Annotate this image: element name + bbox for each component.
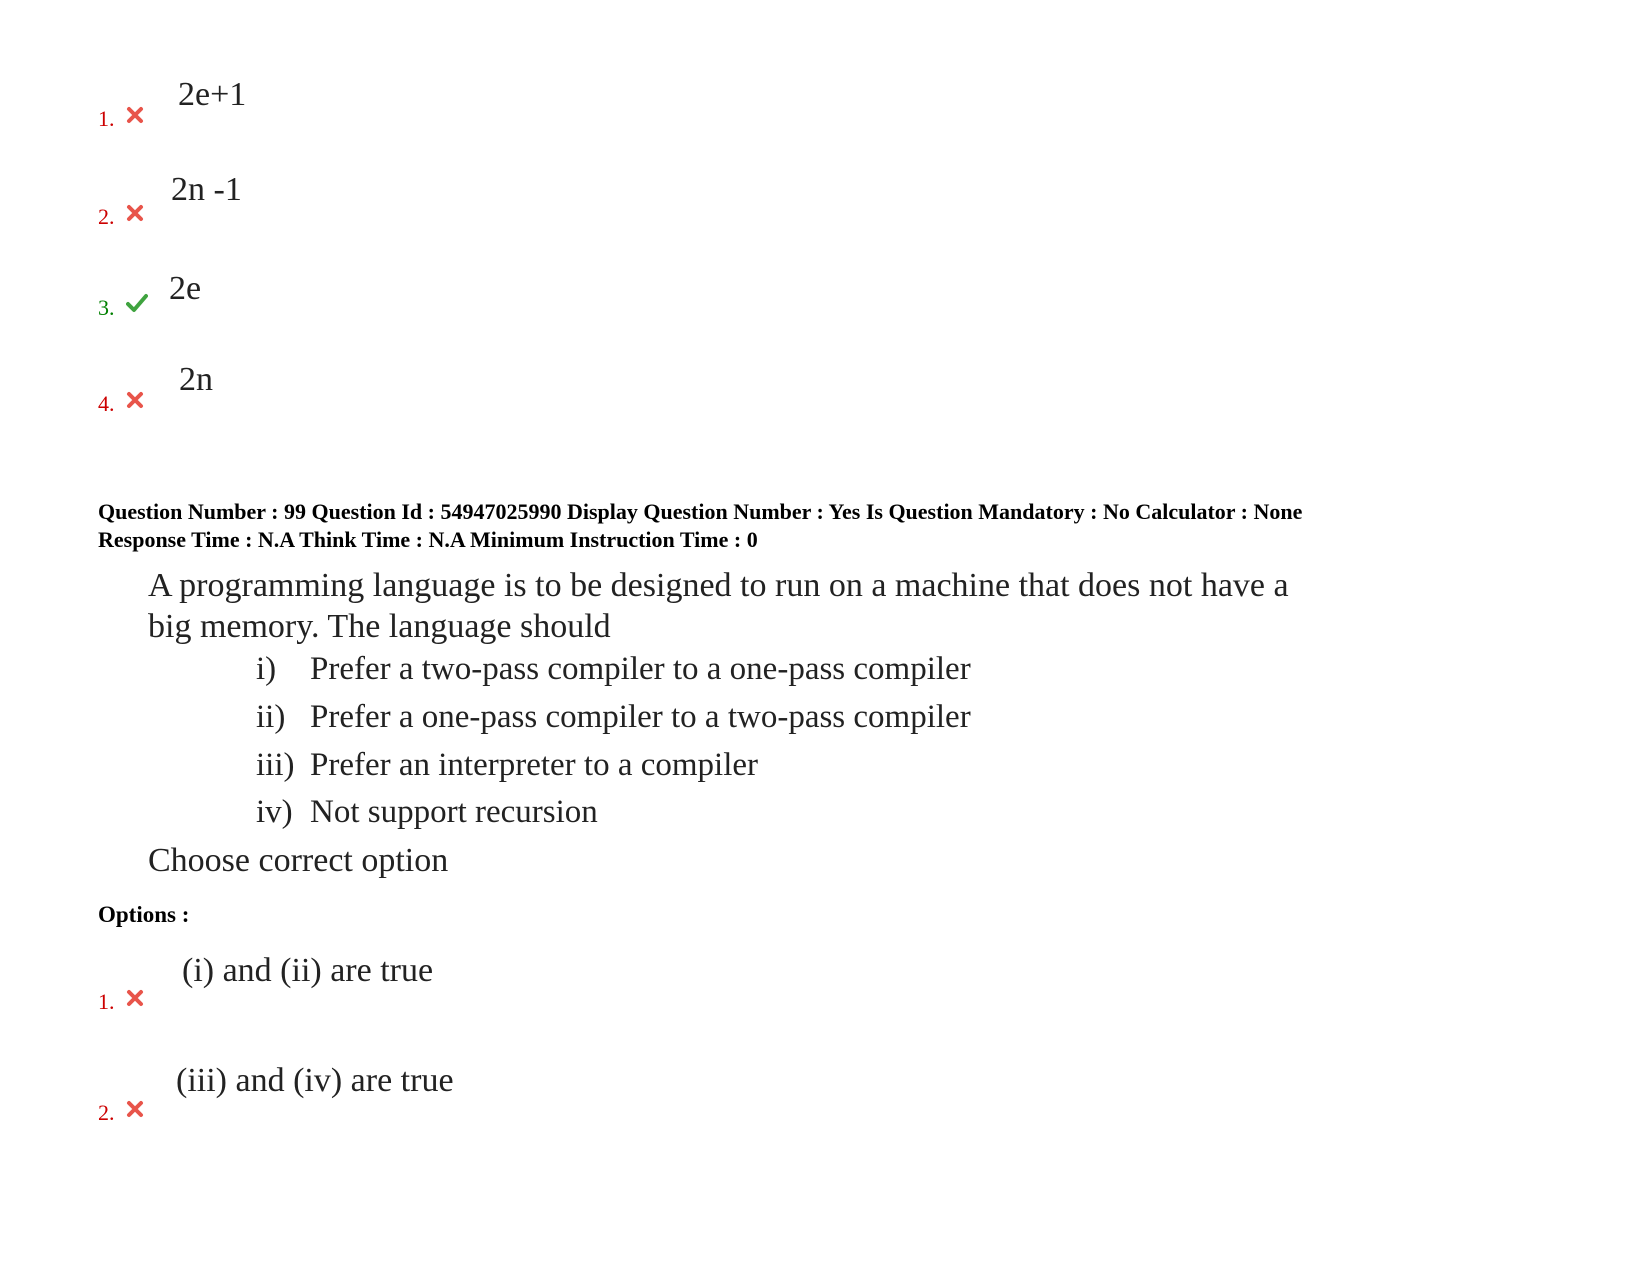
options-label: Options : [98, 902, 190, 927]
item-label: ii) [256, 699, 286, 735]
item-text: Prefer a one-pass compiler to a two-pass compiler [310, 699, 971, 735]
option-number: 1. [98, 106, 115, 131]
option-number: 1. [98, 989, 115, 1014]
option-text: 2e+1 [178, 76, 247, 113]
cross-icon [126, 204, 144, 222]
option-number: 3. [98, 295, 115, 320]
cross-icon [126, 106, 144, 124]
option-1 [0, 952, 800, 1031]
option-number: 2. [98, 1100, 115, 1125]
item-label: i) [256, 651, 277, 687]
prev-option-4 [0, 361, 800, 433]
cross-icon [126, 1100, 144, 1118]
cross-icon [126, 989, 144, 1007]
question-meta-line-1: Question Number : 99 Question Id : 54947025990 Display Question Number : Yes Is Question Mandatory : No Calculator : None [98, 499, 1303, 524]
option-text: (i) and (ii) are true [182, 952, 434, 989]
item-label: iv) [256, 794, 293, 830]
cross-icon [126, 391, 144, 409]
option-number: 4. [98, 391, 115, 416]
item-text: Prefer a two-pass compiler to a one-pass compiler [310, 651, 971, 687]
option-text: 2e [169, 270, 202, 307]
item-text: Not support recursion [310, 794, 598, 830]
question-closing: Choose correct option [148, 842, 449, 879]
prev-option-2 [0, 171, 800, 246]
option-2 [0, 1062, 800, 1142]
prev-option-3 [0, 270, 800, 337]
option-number: 2. [98, 204, 115, 229]
option-text: (iii) and (iv) are true [176, 1062, 454, 1099]
option-text: 2n [179, 361, 213, 398]
item-text: Prefer an interpreter to a compiler [310, 747, 759, 783]
question-text-line-1: A programming language is to be designed to run on a machine that does not have a [148, 567, 1289, 604]
question-meta-line-2: Response Time : N.A Think Time : N.A Minimum Instruction Time : 0 [98, 527, 758, 552]
question-text-line-2: big memory. The language should [148, 608, 611, 645]
check-icon [126, 293, 148, 313]
option-text: 2n -1 [171, 171, 242, 208]
prev-option-1 [0, 76, 800, 148]
item-label: iii) [256, 747, 295, 783]
